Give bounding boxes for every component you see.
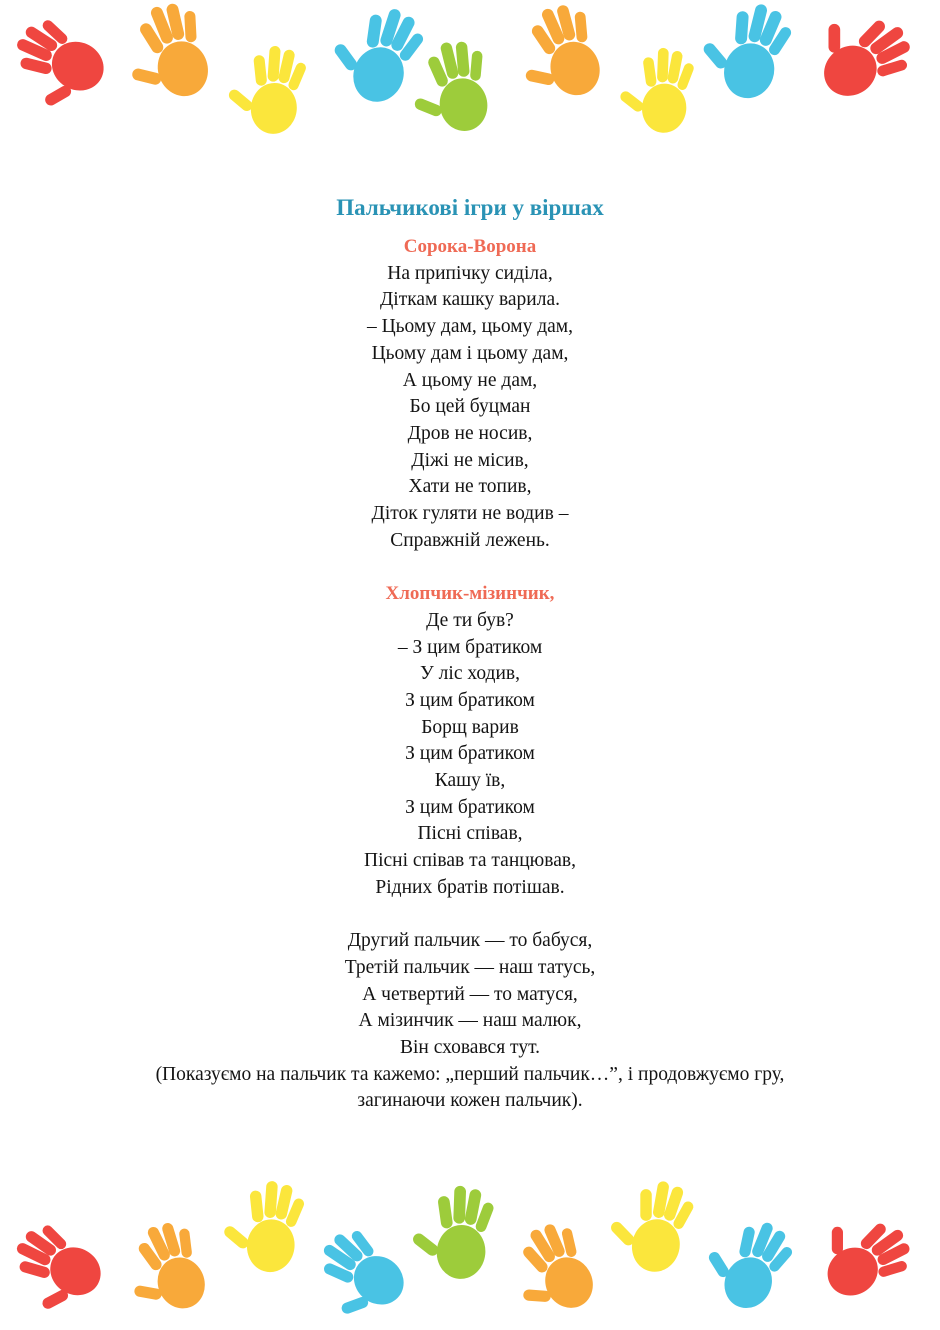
poem-line: Бо цей буцман — [409, 396, 531, 418]
handprint-icon — [0, 1216, 112, 1327]
poem-line: Він сховався тут. — [399, 1037, 541, 1059]
poem-line: – Цьому дам, цьому дам, — [366, 316, 574, 338]
poem-line: Цьому дам і цьому дам, — [371, 342, 569, 364]
handprint-icon — [0, 11, 114, 123]
poem-line: Діжі не місив, — [411, 449, 529, 471]
page-title: Пальчикові ігри у віршах — [336, 195, 604, 220]
poem-line: Рідних братів потішав. — [375, 876, 565, 898]
bottom-handprint-border — [0, 1175, 940, 1330]
poem-line: А четвертий — то матуся, — [362, 983, 578, 1005]
instruction-line: загинаючи кожен пальчик). — [357, 1090, 583, 1112]
handprint-icon — [407, 1181, 497, 1282]
stanza-title: Сорока-Ворона — [403, 236, 537, 257]
handprint-icon — [693, 1204, 801, 1318]
poem-line: Діткам кашку варила. — [379, 289, 560, 311]
handprint-icon — [691, 0, 798, 106]
poem-line: Справжній лежень. — [390, 529, 550, 551]
handprint-icon — [222, 40, 309, 138]
poem-line: А мізинчик — наш малюк, — [358, 1010, 582, 1032]
poem-line: Кашу їв, — [434, 770, 506, 792]
handprint-icon — [615, 43, 697, 135]
poem-line: Пісні співав, — [417, 823, 523, 845]
stanza-gap — [0, 902, 940, 929]
poem-line: Пісні співав та танцював, — [364, 850, 576, 872]
poem-line: Дров не носив, — [407, 422, 533, 444]
poem-line: А цьому не дам, — [402, 369, 538, 391]
poem-line: Борщ варив — [421, 716, 519, 738]
handprint-icon — [217, 1175, 307, 1276]
poem-line: – З цим братиком — [397, 636, 543, 658]
poem-content — [0, 186, 940, 1115]
top-handprint-border — [0, 0, 940, 165]
poem-line: Другий пальчик — то бабуся, — [347, 930, 593, 952]
stanza-soroka — [0, 234, 940, 554]
poem-line: З цим братиком — [405, 796, 535, 818]
handprint-icon — [496, 1214, 605, 1329]
handprint-icon — [112, 0, 219, 111]
handprint-icon — [504, 0, 611, 111]
poem-line: З цим братиком — [405, 689, 535, 711]
stanza-gap — [0, 554, 940, 581]
handprint-icon — [800, 0, 921, 110]
handprint-icon — [320, 0, 432, 111]
handprint-icon — [601, 1175, 699, 1278]
poem-line: Діток гуляти не водив – — [371, 503, 569, 525]
poem-line: У ліс ходив, — [420, 663, 520, 685]
poem-line: Третій пальчик — наш татусь, — [344, 956, 596, 978]
stanza-title: Хлопчик-мізинчик, — [385, 583, 555, 605]
handprint-icon — [299, 1220, 416, 1330]
poem-line: Де ти був? — [426, 609, 514, 631]
stanza-mizynchyk — [0, 581, 940, 901]
handprint-icon — [112, 1214, 216, 1325]
instruction-line: (Показуємо на пальчик та кажемо: „перший пальчик…”, і продовжуємо гру, — [155, 1063, 785, 1085]
poem-line: Хати не топив, — [408, 476, 532, 498]
stanza-family-fingers — [0, 928, 940, 1115]
handprint-icon — [403, 36, 496, 139]
poem-line: На припічку сиділа, — [387, 262, 553, 284]
poem-line: З цим братиком — [405, 743, 535, 765]
handprint-icon — [805, 1197, 921, 1309]
